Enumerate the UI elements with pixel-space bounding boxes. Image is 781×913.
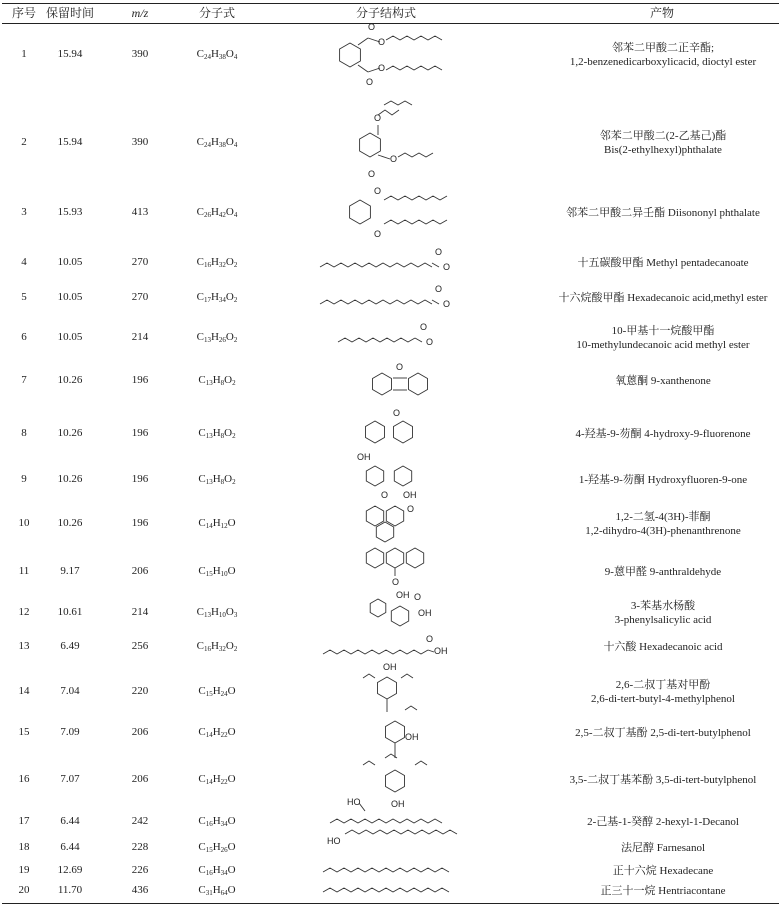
formula-element: H [210, 640, 219, 652]
formula-count: 15 [205, 846, 213, 854]
formula-count: 4 [233, 141, 238, 149]
formula-count: 32 [218, 261, 226, 269]
formula-element: C [198, 884, 206, 896]
structure-fatty-acid [318, 632, 448, 660]
formula-count: 26 [220, 846, 228, 854]
formula-count: 34 [220, 820, 228, 828]
formula-count: 14 [205, 522, 213, 530]
mz-value: 436 [131, 884, 149, 896]
atom-label: O [390, 154, 398, 164]
formula-count: 10 [218, 611, 226, 619]
formula-count: 2 [233, 296, 238, 304]
retention-time: 10.05 [57, 331, 83, 343]
atom-label: O [392, 577, 400, 587]
retention-time: 7.04 [60, 685, 80, 697]
row-number: 9 [21, 473, 27, 485]
atom-label: OH [405, 732, 419, 742]
formula-element: H [212, 427, 221, 439]
formula-count: 15 [205, 570, 213, 578]
formula-element: O [225, 48, 234, 60]
formula-count: 13 [203, 611, 211, 619]
formula-count: 42 [218, 211, 226, 219]
retention-time: 11.70 [57, 884, 83, 896]
structure-anthraldehyde [350, 540, 440, 585]
atom-label: O [381, 490, 389, 500]
formula-element: O [225, 256, 234, 268]
formula-element: C [196, 256, 204, 268]
header-mz: m/z [131, 6, 149, 20]
formula-element: C [198, 726, 206, 738]
product-name-en: Bis(2-ethylhexyl)phthalate [604, 144, 722, 156]
formula-element: H [212, 773, 221, 785]
formula-count: 34 [218, 296, 226, 304]
bottom-rule [2, 903, 779, 904]
retention-time: 6.44 [60, 815, 80, 827]
formula-count: 38 [218, 53, 226, 61]
atom-label: OH [434, 646, 448, 656]
formula-count: 16 [205, 869, 213, 877]
mz-value: 214 [131, 606, 149, 618]
mz-value: 196 [131, 473, 149, 485]
atom-label: O [426, 337, 434, 347]
product-name [548, 206, 778, 220]
molecular-formula [197, 291, 238, 307]
atom-label: O [443, 262, 451, 272]
formula-count: 10 [220, 570, 228, 578]
structure-phthalate-isononyl [338, 182, 448, 242]
molecular-formula [197, 48, 238, 64]
molecular-formula [198, 864, 235, 880]
header-formula: 分子式 [198, 6, 236, 20]
product-name-zh: 1-羟基-9-芴酮 Hydroxyfluoren-9-one [578, 474, 748, 486]
formula-element: C [196, 606, 204, 618]
mz-value: 242 [131, 815, 149, 827]
formula-element: H [210, 206, 219, 218]
formula-count: 31 [205, 889, 213, 897]
formula-count: 3 [233, 611, 238, 619]
formula-count: 2 [232, 478, 236, 486]
molecular-formula [198, 374, 235, 390]
molecular-formula [198, 427, 235, 443]
row-number: 20 [18, 884, 30, 896]
formula-count: 16 [205, 820, 213, 828]
formula-element: O [224, 374, 233, 386]
product-name-zh: 邻苯二甲酸二(2-乙基己)酯 [599, 130, 727, 142]
formula-count: 15 [205, 690, 213, 698]
formula-element: C [196, 206, 204, 218]
product-name [548, 773, 778, 787]
product-name-zh: 法尼醇 Farnesanol [620, 842, 705, 854]
atom-label: O [374, 229, 382, 239]
mz-value: 220 [131, 685, 149, 697]
formula-element: O [225, 291, 234, 303]
retention-time: 10.05 [57, 291, 83, 303]
formula-element: H [212, 726, 221, 738]
formula-element: H [212, 374, 221, 386]
structure-methyl-ester-chain [315, 245, 460, 275]
product-name-zh: 邻苯二甲酸二正辛酯; [611, 42, 715, 54]
formula-count: 8 [220, 379, 225, 387]
product-name-zh: 1,2-二氢-4(3H)-菲酮 [615, 511, 711, 523]
structure-xanthenone [360, 362, 440, 402]
structure-phenylsalicylic [360, 590, 440, 628]
mz-value: 390 [131, 136, 149, 148]
formula-element: O [224, 427, 233, 439]
formula-element: H [210, 606, 219, 618]
formula-count: 13 [205, 478, 213, 486]
product-name-zh: 邻苯二甲酸二异壬酯 Diisononyl phthalate [566, 207, 760, 219]
retention-time: 6.44 [60, 841, 80, 853]
product-name-en: 2,6-di-tert-butyl-4-methylphenol [591, 693, 735, 705]
product-name-en: 1,2-dihydro-4(3H)-phenanthrenone [585, 525, 741, 537]
formula-count: 13 [205, 379, 213, 387]
row-number: 12 [18, 606, 30, 618]
product-name [548, 565, 778, 579]
product-name-zh: 正十六烷 Hexadecane [612, 865, 714, 877]
product-name [548, 599, 778, 627]
atom-label: O [414, 592, 422, 602]
atom-label: OH [357, 452, 371, 462]
molecular-formula [198, 517, 235, 533]
formula-element: C [198, 685, 206, 697]
row-number: 11 [18, 565, 30, 577]
molecular-formula [197, 606, 238, 622]
formula-element: C [198, 427, 206, 439]
retention-time: 12.69 [57, 864, 83, 876]
retention-time: 15.94 [57, 136, 83, 148]
formula-element: H [212, 517, 221, 529]
product-name [548, 864, 778, 878]
product-name [548, 427, 778, 441]
formula-element: H [210, 331, 219, 343]
product-name-zh: 正三十一烷 Hentriacontane [600, 885, 726, 897]
product-name-zh: 十六烷酸甲酯 Hexadecanoic acid,methyl ester [558, 292, 768, 304]
molecular-formula [198, 815, 235, 831]
product-name [548, 510, 778, 538]
formula-element: H [212, 884, 221, 896]
atom-label: OH [383, 662, 397, 672]
molecular-formula [198, 685, 235, 701]
retention-time: 10.61 [57, 606, 83, 618]
product-name-zh: 9-蒽甲醛 9-anthraldehyde [604, 566, 722, 578]
formula-element: C [198, 864, 206, 876]
row-number: 13 [18, 640, 30, 652]
atom-label: O [407, 504, 415, 514]
product-name [548, 726, 778, 740]
formula-count: 8 [220, 478, 225, 486]
formula-element: O [224, 473, 233, 485]
formula-element: C [198, 815, 206, 827]
formula-element: O [227, 773, 236, 785]
molecular-formula [197, 640, 238, 656]
formula-count: 24 [220, 690, 228, 698]
retention-time: 15.93 [57, 206, 83, 218]
formula-element: C [198, 841, 206, 853]
atom-label: OH [396, 590, 410, 600]
formula-element: C [198, 473, 206, 485]
formula-element: O [225, 331, 234, 343]
atom-label: O [435, 284, 443, 294]
header-structure: 分子结构式 [355, 6, 417, 20]
formula-element: O [227, 884, 236, 896]
atom-label: O [374, 186, 382, 196]
formula-element: H [212, 685, 221, 697]
structure-phthalate-ethylhexyl [340, 85, 440, 190]
molecular-formula [197, 206, 238, 222]
formula-element: H [212, 473, 221, 485]
structure-phenanthrenone [345, 502, 445, 542]
formula-element: O [225, 136, 234, 148]
formula-count: 2 [233, 261, 238, 269]
formula-element: O [227, 841, 236, 853]
formula-count: 17 [203, 296, 211, 304]
formula-element: H [210, 291, 219, 303]
atom-label: O [366, 77, 374, 87]
product-name [548, 678, 778, 706]
molecular-formula [198, 841, 235, 857]
formula-element: C [198, 773, 206, 785]
retention-time: 10.05 [57, 256, 83, 268]
formula-element: H [212, 841, 221, 853]
retention-time: 7.09 [60, 726, 80, 738]
molecular-formula [197, 331, 238, 347]
structure-methyl-ester-chain [315, 282, 460, 312]
structure-hydroxyfluorenone-2 [345, 458, 435, 500]
formula-element: C [196, 291, 204, 303]
formula-count: 13 [203, 336, 211, 344]
product-name-zh: 3,5-二叔丁基苯酚 3,5-di-tert-butylphenol [569, 774, 757, 786]
formula-element: O [225, 640, 234, 652]
atom-label: O [420, 322, 428, 332]
formula-element: H [210, 256, 219, 268]
retention-time: 9.17 [60, 565, 80, 577]
structure-phthalate-dioctyl [328, 20, 448, 90]
atom-label: O [368, 22, 376, 32]
row-number: 7 [21, 374, 27, 386]
molecular-formula [198, 884, 235, 900]
formula-element: O [227, 726, 236, 738]
atom-label: O [368, 169, 376, 179]
product-name-zh: 2,5-二叔丁基酚 2,5-di-tert-butylphenol [575, 727, 751, 739]
formula-count: 4 [233, 53, 238, 61]
row-number: 3 [21, 206, 27, 218]
formula-count: 16 [203, 261, 211, 269]
formula-count: 14 [205, 778, 213, 786]
row-number: 19 [18, 864, 30, 876]
header-retention-time: 保留时间 [45, 6, 95, 20]
product-name [548, 291, 778, 305]
atom-label: O [443, 299, 451, 309]
retention-time: 15.94 [57, 48, 83, 60]
row-number: 17 [18, 815, 30, 827]
formula-count: 64 [220, 889, 228, 897]
atom-label: O [396, 362, 404, 372]
mz-value: 196 [131, 374, 149, 386]
product-name-zh: 2-己基-1-癸醇 2-hexyl-1-Decanol [587, 816, 739, 828]
mz-value: 206 [131, 773, 149, 785]
row-number: 10 [18, 517, 30, 529]
mz-value: 413 [131, 206, 149, 218]
atom-label: O [435, 247, 443, 257]
row-number: 16 [18, 773, 30, 785]
retention-time: 10.26 [57, 427, 83, 439]
formula-count: 32 [218, 645, 226, 653]
mz-value: 214 [131, 331, 149, 343]
formula-count: 22 [220, 778, 228, 786]
formula-element: O [225, 206, 234, 218]
formula-count: 34 [220, 869, 228, 877]
structure-methyl-ester-branched [330, 320, 440, 350]
mz-value: 196 [131, 517, 149, 529]
retention-time: 10.26 [57, 473, 83, 485]
product-name-zh: 2,6-二叔丁基对甲酚 [615, 679, 711, 691]
atom-label: O [378, 37, 386, 47]
product-name [548, 841, 778, 855]
formula-count: 24 [203, 53, 211, 61]
atom-label: O [393, 408, 401, 418]
product-name [548, 41, 778, 69]
retention-time: 7.07 [60, 773, 80, 785]
top-rule [2, 3, 779, 4]
molecular-formula [198, 565, 235, 581]
row-number: 8 [21, 427, 27, 439]
product-name [548, 256, 778, 270]
product-name [548, 884, 778, 898]
formula-element: C [196, 640, 204, 652]
formula-element: H [212, 815, 221, 827]
mz-value: 206 [131, 726, 149, 738]
mz-value: 270 [131, 291, 149, 303]
molecular-formula [197, 136, 238, 152]
product-name-zh: 十五碳酸甲酯 Methyl pentadecanoate [577, 257, 749, 269]
formula-count: 12 [220, 522, 228, 530]
header-no: 序号 [11, 6, 37, 20]
formula-element: C [196, 48, 204, 60]
formula-count: 2 [233, 645, 238, 653]
formula-element: H [212, 565, 221, 577]
product-name-zh: 10-甲基十一烷酸甲酯 [611, 325, 715, 337]
formula-count: 2 [232, 379, 236, 387]
formula-count: 26 [203, 211, 211, 219]
formula-element: C [198, 517, 206, 529]
formula-element: H [210, 48, 219, 60]
formula-element: H [210, 136, 219, 148]
structure-farnesol [325, 822, 465, 857]
product-name [548, 640, 778, 654]
row-number: 18 [18, 841, 30, 853]
mz-value: 196 [131, 427, 149, 439]
formula-count: 16 [203, 645, 211, 653]
molecular-formula [198, 773, 235, 789]
retention-time: 10.26 [57, 517, 83, 529]
molecular-formula [197, 256, 238, 272]
atom-label: O [374, 113, 382, 123]
formula-element: C [196, 331, 204, 343]
formula-element: O [227, 864, 236, 876]
mz-value: 228 [131, 841, 149, 853]
product-name-zh: 十六酸 Hexadecanoic acid [603, 641, 723, 653]
formula-element: C [196, 136, 204, 148]
atom-label: O [426, 634, 434, 644]
formula-element: O [227, 815, 236, 827]
mz-value: 206 [131, 565, 149, 577]
molecular-formula [198, 473, 235, 489]
formula-element: H [212, 864, 221, 876]
formula-element: C [198, 374, 206, 386]
header-product: 产物 [649, 6, 675, 20]
formula-element: O [227, 517, 236, 529]
formula-count: 24 [203, 141, 211, 149]
structure-alkane [318, 862, 458, 878]
product-name-en: 10-methylundecanoic acid methyl ester [576, 339, 750, 351]
formula-count: 26 [218, 336, 226, 344]
retention-time: 6.49 [60, 640, 80, 652]
atom-label: OH [403, 490, 417, 500]
structure-alkane [318, 882, 458, 898]
product-name-en: 1,2-benzenedicarboxylicacid, dioctyl ester [569, 56, 757, 68]
product-name [548, 815, 778, 829]
product-name-zh: 氧蒽酮 9-xanthenone [615, 375, 711, 387]
formula-count: 2 [233, 336, 238, 344]
mz-value: 256 [131, 640, 149, 652]
product-name-zh: 3-苯基水杨酸 [630, 600, 696, 612]
formula-count: 14 [205, 731, 213, 739]
molecular-formula [198, 726, 235, 742]
mz-value: 390 [131, 48, 149, 60]
formula-count: 22 [220, 731, 228, 739]
formula-count: 38 [218, 141, 226, 149]
atom-label: OH [391, 799, 405, 809]
formula-count: 8 [220, 432, 225, 440]
product-name [548, 324, 778, 352]
mz-value: 270 [131, 256, 149, 268]
atom-label: OH [418, 608, 432, 618]
row-number: 6 [21, 331, 27, 343]
formula-element: O [227, 685, 236, 697]
row-number: 14 [18, 685, 30, 697]
formula-count: 2 [232, 432, 236, 440]
row-number: 1 [21, 48, 27, 60]
formula-element: O [225, 606, 234, 618]
formula-element: O [227, 565, 236, 577]
row-number: 15 [18, 726, 30, 738]
row-number: 5 [21, 291, 27, 303]
product-name [548, 473, 778, 487]
formula-count: 13 [205, 432, 213, 440]
row-number: 4 [21, 256, 27, 268]
retention-time: 10.26 [57, 374, 83, 386]
formula-count: 4 [233, 211, 238, 219]
atom-label: O [378, 63, 386, 73]
product-name [548, 374, 778, 388]
mz-value: 226 [131, 864, 149, 876]
product-name [548, 129, 778, 157]
structure-hydroxyfluorenone [345, 404, 435, 464]
product-name-en: 3-phenylsalicylic acid [614, 614, 712, 626]
product-name-zh: 4-羟基-9-芴酮 4-hydroxy-9-fluorenone [575, 428, 751, 440]
atom-label: HO [327, 836, 341, 846]
row-number: 2 [21, 136, 27, 148]
atom-label: HO [347, 797, 361, 807]
formula-element: C [198, 565, 206, 577]
